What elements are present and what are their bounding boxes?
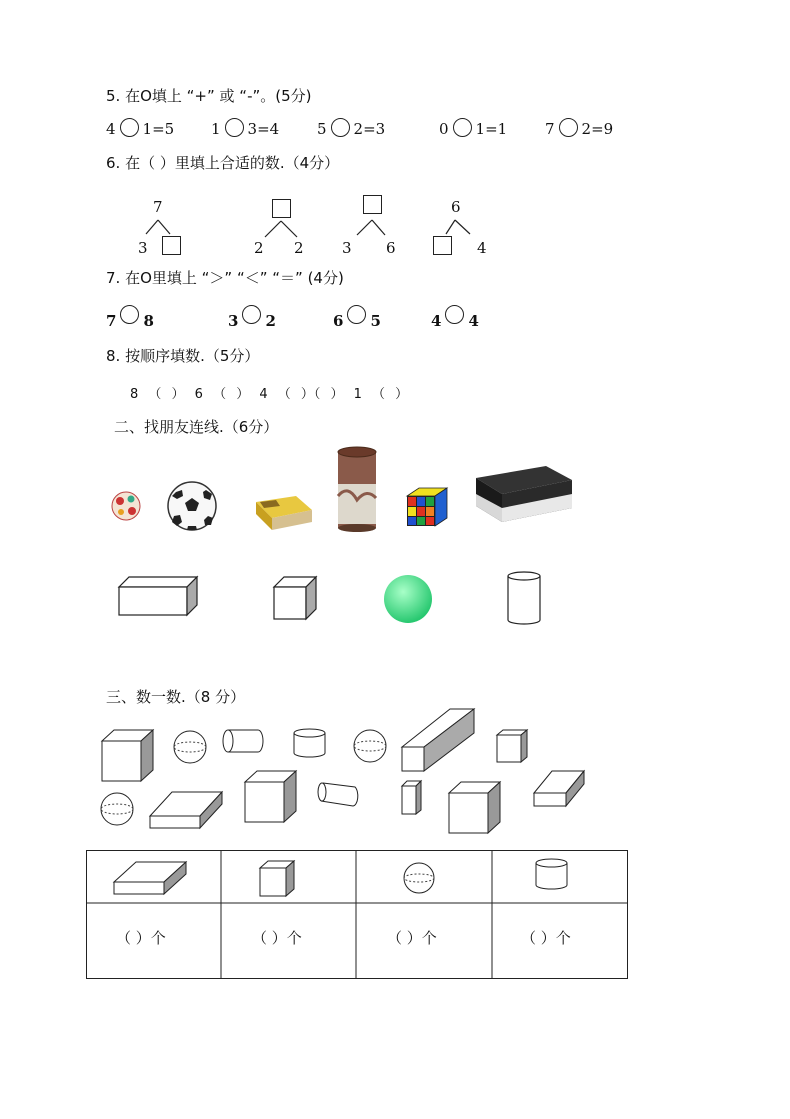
q5-b: 2=3 xyxy=(353,120,386,138)
tree3-lines xyxy=(345,218,405,248)
count-cell-cube[interactable]: （ ）个 xyxy=(252,929,302,947)
cylinder-shape[interactable] xyxy=(504,570,554,630)
answer-circle[interactable] xyxy=(120,118,139,137)
cube-figure xyxy=(101,729,161,789)
cube-figure xyxy=(244,770,304,830)
compare-circle[interactable] xyxy=(120,305,139,324)
q7-item-1 xyxy=(106,305,154,330)
count-cell-flat-cuboid[interactable]: （ ）个 xyxy=(116,929,166,947)
q7-a: 4 xyxy=(431,312,442,330)
q7-b: 8 xyxy=(143,312,154,330)
flat-cuboid-figure xyxy=(532,769,592,814)
answer-circle[interactable] xyxy=(453,118,472,137)
s2-title: 二、找朋友连线.（6分） xyxy=(114,418,279,436)
cube-figure xyxy=(448,781,508,841)
compare-circle[interactable] xyxy=(242,305,261,324)
q7-a: 7 xyxy=(106,312,117,330)
q5-a: 7 xyxy=(545,120,555,138)
q7-item-2 xyxy=(228,305,276,330)
cylinder-figure xyxy=(293,729,333,764)
sphere-shape[interactable] xyxy=(382,573,442,633)
q6-title: 6. 在（ ）里填上合适的数.（4分） xyxy=(106,154,340,172)
q8-sequence: 8 （ ） 6 （ ） 4 （ ）（ ） 1 （ ） xyxy=(130,387,409,402)
q5-title: 5. 在O填上 “+” 或 “-”。(5分) xyxy=(106,87,312,105)
q5-a: 5 xyxy=(317,120,327,138)
answer-circle[interactable] xyxy=(559,118,578,137)
q5-item-2 xyxy=(211,118,279,138)
cylinder-can-image xyxy=(333,444,383,534)
q7-title: 7. 在O里填上 “＞” “＜” “＝” (4分) xyxy=(106,269,344,287)
sphere-figure xyxy=(173,730,213,770)
q5-item-3 xyxy=(317,118,385,138)
answer-circle[interactable] xyxy=(331,118,350,137)
table-sphere-icon xyxy=(403,862,443,902)
tree3-left: 3 xyxy=(342,239,352,257)
tree3-top-box[interactable] xyxy=(363,195,382,214)
tree4-left-box[interactable] xyxy=(433,236,452,255)
small-cuboid-figure xyxy=(400,780,430,820)
tree2-top-box[interactable] xyxy=(272,199,291,218)
table-flat-cuboid-icon xyxy=(112,860,192,905)
q7-b: 4 xyxy=(468,312,479,330)
q5-b: 1=5 xyxy=(142,120,175,138)
q7-b: 2 xyxy=(265,312,276,330)
q7-a: 3 xyxy=(228,312,239,330)
q7-item-4 xyxy=(431,305,479,330)
q5-item-5 xyxy=(545,118,613,138)
tree1-left: 3 xyxy=(138,239,148,257)
q5-a: 1 xyxy=(211,120,221,138)
q5-a: 0 xyxy=(439,120,449,138)
table-cylinder-icon xyxy=(535,859,575,894)
rubik-cube-image xyxy=(403,486,453,531)
cuboid-shape[interactable] xyxy=(117,575,207,625)
count-cell-cylinder[interactable]: （ ）个 xyxy=(521,929,571,947)
q7-b: 5 xyxy=(370,312,381,330)
rectangular-box-image xyxy=(248,488,318,538)
toy-ball-image xyxy=(110,490,150,530)
soccer-ball-image xyxy=(166,480,226,540)
cylinder-lying-figure xyxy=(220,727,270,757)
small-cube-figure xyxy=(496,729,536,769)
q7-a: 6 xyxy=(333,312,344,330)
compare-circle[interactable] xyxy=(445,305,464,324)
sphere-figure xyxy=(100,791,140,831)
long-cuboid-figure xyxy=(400,707,480,777)
q5-b: 3=4 xyxy=(247,120,280,138)
compare-circle[interactable] xyxy=(347,305,366,324)
cube-shape[interactable] xyxy=(272,575,332,625)
tree1-right-box[interactable] xyxy=(162,236,181,255)
tree4-top: 6 xyxy=(451,198,461,216)
tree1-top: 7 xyxy=(153,198,163,216)
cylinder-lying-figure xyxy=(317,779,367,809)
count-cell-sphere[interactable]: （ ）个 xyxy=(387,929,437,947)
q5-a: 4 xyxy=(106,120,116,138)
shoe-box-image xyxy=(472,464,582,534)
tree2-lines xyxy=(255,219,315,249)
q5-b: 2=9 xyxy=(581,120,614,138)
q5-item-1 xyxy=(106,118,174,138)
q5-b: 1=1 xyxy=(475,120,508,138)
q7-item-3 xyxy=(333,305,381,330)
tree2-left: 2 xyxy=(254,239,264,257)
answer-circle[interactable] xyxy=(225,118,244,137)
q5-item-4 xyxy=(439,118,507,138)
sphere-figure xyxy=(354,729,394,769)
table-cube-icon xyxy=(259,860,309,905)
tree2-right: 2 xyxy=(294,239,304,257)
tree3-right: 6 xyxy=(386,239,396,257)
s3-title: 三、数一数.（8 分） xyxy=(106,688,246,706)
q8-title: 8. 按顺序填数.（5分） xyxy=(106,347,260,365)
flat-cuboid-figure xyxy=(148,790,228,835)
tree4-right: 4 xyxy=(477,239,487,257)
